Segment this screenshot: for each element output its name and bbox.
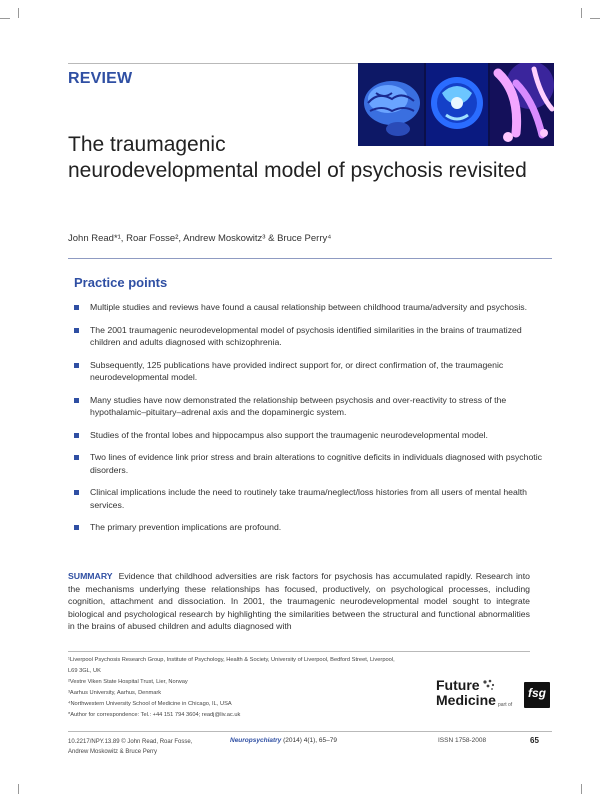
doi-copyright: 10.2217/NPY.13.89 © John Read, Roar Fosse, Andrew Moskowitz & Bruce Perry [68,739,193,755]
author-list: John Read*¹, Roar Fosse², Andrew Moskowitz³ & Bruce Perry⁴ [68,233,332,244]
bullet-icon [74,363,79,368]
bullet-icon [74,328,79,333]
footnote: ¹Liverpool Psychosis Research Group, Institute of Psychology, Health & Society, University of Liverpool, Bedford Street, Liverpool, [68,657,395,663]
footnote-rule [68,651,530,652]
footnote: ³Aarhus University, Aarhus, Denmark [68,690,162,696]
practice-points-box [68,258,552,561]
title-line: neurodevelopmental model of psychosis revisited [68,159,527,182]
footnote: ⁴Northwestern University School of Medicine in Chicago, IL, USA [68,701,232,707]
journal-citation [230,737,337,744]
practice-point: Clinical implications include the need to routinely take trauma/neglect/loss histories from all users of mental health services. [74,486,544,511]
bullet-icon [74,455,79,460]
crop-mark [0,18,10,19]
crop-mark [8,8,19,18]
citation-detail: (2014) 4(1), 65–79 [283,737,337,744]
practice-point: Two lines of evidence link prior stress and brain alterations to cognitive deficits in individuals diagnosed with psychotic disorders. [74,451,544,476]
footnote: *Author for correspondence: Tel.: +44 151 794 3604; readj@liv.ac.uk [68,712,241,718]
practice-point: Studies of the frontal lobes and hippocampus also support the traumagenic neurodevelopmental model. [74,429,544,442]
fsg-logo: fsg [524,682,550,708]
practice-points-list [74,301,544,534]
journal-name: Neuropsychiatry [230,737,282,744]
practice-point: The primary prevention implications are profound. [74,521,544,534]
article-title [68,132,548,184]
title-line: The traumagenic [68,133,226,156]
bullet-icon [74,433,79,438]
section-label: REVIEW [68,70,133,87]
bullet-icon [74,525,79,530]
bullet-icon [74,490,79,495]
crop-mark [581,784,592,794]
crop-mark [581,8,592,18]
practice-point: The 2001 traumagenic neurodevelopmental model of psychosis identified similarities in the brains of traumatized children and adults diagnosed with schizophrenia. [74,324,544,349]
affiliation-footnotes [68,655,438,721]
future-medicine-logo: Future Medicine [436,677,496,708]
summary-label: SUMMARY [68,571,113,581]
summary-text: Evidence that childhood adversities are risk factors for psychosis has accumulated rapidly. Research into the mechanisms underlying these relationships has focused, productively, on psychological processes, including cognition, attachment and dissociation. In 2001, the traumagenic neurodevelopmental model sought to integrate biological and psychological research by highlighting the similarities between the structural and functional abnormalities in the brains of abused children and adults diagnosed with [68,571,530,631]
footer-rule [68,731,552,732]
part-of-label: part of [498,702,513,708]
crop-mark [590,18,600,19]
footnote: L69 3GL, UK [68,668,101,674]
practice-point: Many studies have now demonstrated the relationship between psychosis and over-reactivity to stress of the hypothalamic–pituitary–adrenal axis and the dopaminergic system. [74,394,544,419]
dots-icon [482,679,496,691]
publisher-logo [436,678,550,714]
practice-points-heading: Practice points [74,275,168,290]
page-number: 65 [530,736,539,745]
bullet-icon [74,305,79,310]
bullet-icon [74,398,79,403]
practice-point: Subsequently, 125 publications have provided indirect support for, or direct confirmation of, the traumagenic neurodevelopmental model. [74,359,544,384]
issn: ISSN 1758-2008 [438,737,487,744]
crop-mark [8,784,19,794]
footnote: ²Vestre Viken State Hospital Trust, Lier, Norway [68,679,188,685]
summary-paragraph [68,570,530,633]
practice-point: Multiple studies and reviews have found a causal relationship between childhood trauma/adversity and psychosis. [74,301,544,314]
